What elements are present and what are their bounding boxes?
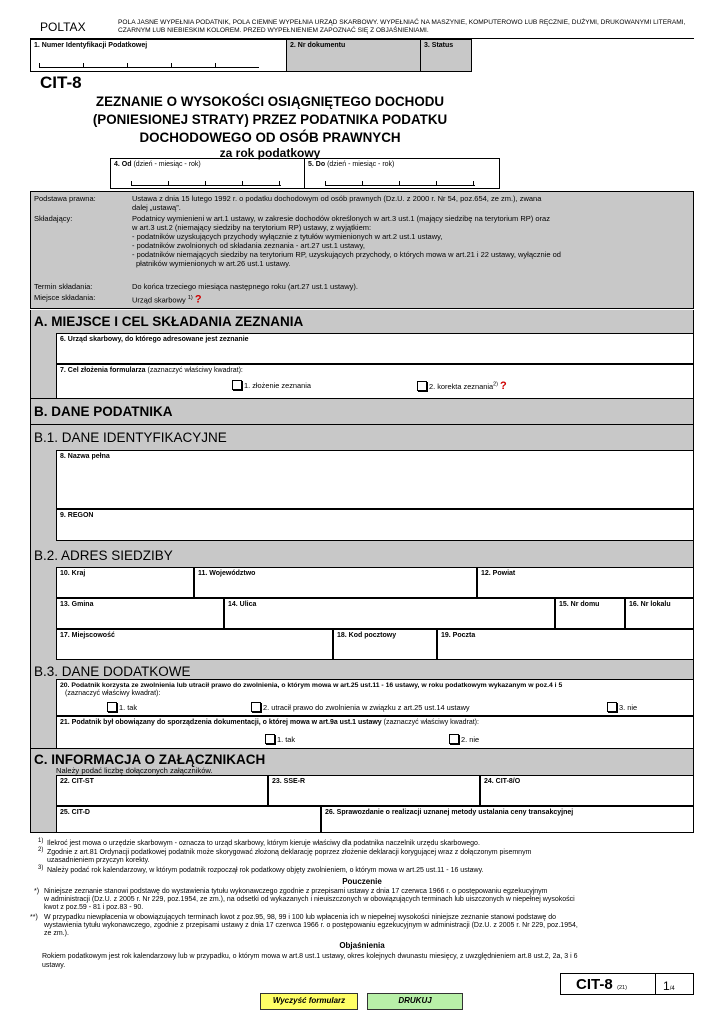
documentation-option-2[interactable] — [449, 734, 479, 744]
pouczenie-1-line-2: w administracji (Dz.U. z 2005 r. Nr 229, poz.1954, ze zm.), na odsetki od wykazanych i nieuiszczonych w obowiązujących terminach lub uiszczonych w niepełnej wysokości — [44, 896, 575, 903]
regon-field[interactable] — [56, 509, 694, 541]
deadline-label: Termin składania: — [34, 282, 93, 291]
section-b1-title: B.1. DANE IDENTYFIKACYJNE — [34, 430, 227, 445]
post-office-field[interactable] — [437, 629, 694, 660]
section-b2-title: B.2. ADRES SIEDZIBY — [34, 548, 173, 563]
objasnienia-heading: Objaśnienia — [339, 941, 385, 950]
documentation-option-2-label: 2. nie — [461, 735, 480, 744]
legal-basis-label: Podstawa prawna: — [34, 194, 96, 203]
apartment-number-field[interactable] — [625, 598, 694, 629]
cit-d-field[interactable] — [56, 806, 321, 833]
document-number-field — [287, 40, 421, 71]
purpose-option-1-label: 1. złożenie zeznania — [244, 381, 311, 390]
from-label: 4. Od — [114, 161, 132, 168]
from-date-boxes — [131, 181, 281, 186]
place-label: Miejsce składania: — [34, 293, 96, 302]
cit-8o-field[interactable] — [480, 775, 694, 806]
help-icon[interactable]: ? — [194, 293, 202, 306]
fill-instructions: POLA JASNE WYPEŁNIA PODATNIK, POLA CIEMNE WYPEŁNIA URZĄD SKARBOWY. WYPEŁNIAĆ NA MASZYNIE, KOMPUTEROWO LUB RĘCZNIE, DUŻYMI, DRUKOWANYMI LITERAMI, CZARNYM LUB NIEBIESKIM KOLOREM. PRZED WYPEŁNIENIEM ZAPOZNAĆ SIĘ Z OBJAŚNIENIAMI. — [118, 19, 686, 34]
filer-text-6: płatników wymienionych w art.26 ust.1 ustawy. — [136, 259, 291, 268]
to-date-boxes — [325, 181, 475, 186]
place-footnote-ref: 1) — [187, 295, 193, 301]
cit-st-field[interactable] — [56, 775, 268, 806]
pouczenie-1-line-3: kwot z poz.59 - 81 i poz.83 - 90. — [44, 904, 144, 911]
page-count: /4 — [669, 986, 675, 992]
status-field — [421, 40, 471, 71]
filer-label: Składający: — [34, 214, 73, 223]
period-from-field[interactable] — [111, 159, 305, 188]
page-number: 1 — [663, 979, 670, 993]
district-label: 12. Powiat — [481, 570, 516, 577]
exemption-field — [56, 679, 694, 716]
exemption-label: 20. Podatnik korzysta ze zwolnienia lub utracił prawo do zwolnienia, o którym mowa w art.25 ust.11 - 16 ustawy, w roku podatkowym wykazanym w poz.4 i 5 — [60, 682, 563, 689]
municipality-label: 13. Gmina — [60, 601, 94, 608]
cit-st-label: 22. CIT-ST — [60, 778, 94, 785]
tax-office-label: 6. Urząd skarbowy, do którego adresowane jest zeznanie — [60, 336, 249, 343]
nip-label: 1. Numer Identyfikacji Podatkowej — [34, 42, 148, 49]
documentation-option-1[interactable] — [265, 734, 295, 744]
section-a-title: A. MIEJSCE I CEL SKŁADANIA ZEZNANIA — [34, 314, 304, 329]
purpose-option-1-checkbox[interactable] — [232, 380, 242, 390]
form-purpose-field — [56, 364, 694, 399]
place-value: Urząd skarbowy — [132, 295, 186, 305]
street-label: 14. Ulica — [228, 601, 257, 608]
cit-8o-label: 24. CIT-8/O — [484, 778, 521, 785]
title-line-4: za rok podatkowy — [219, 146, 321, 160]
city-field[interactable] — [56, 629, 333, 660]
pouczenie-2-marker: **) — [30, 914, 38, 921]
help-icon[interactable]: ? — [500, 380, 507, 392]
documentation-option-2-checkbox[interactable] — [449, 734, 459, 744]
purpose-option-2-label: 2. korekta zeznania — [429, 382, 494, 391]
purpose-option-1[interactable] — [232, 380, 311, 390]
exemption-option-1[interactable] — [107, 702, 137, 712]
section-b-title: B. DANE PODATNIKA — [34, 404, 173, 419]
footnote-2-line-2: uzasadnieniem przyczyn korekty. — [47, 857, 150, 864]
clear-form-button[interactable]: Wyczyść formularz — [260, 993, 358, 1010]
documentation-label: 21. Podatnik był obowiązany do sporządzenia dokumentacji, o której mowa w art.9a ust.1 ustawy — [60, 719, 382, 726]
nip-field[interactable] — [31, 40, 287, 71]
exemption-option-2-label: 2. utracił prawo do zwolnienia w związku z art.25 ust.14 ustawy — [263, 703, 470, 712]
apartment-number-label: 16. Nr lokalu — [629, 601, 671, 608]
pouczenie-2-line-2: wystawienia tytułu wykonawczego, zgodnie z przepisami ustawy z dnia 17 czerwca 1966 r. o postępowaniu egzekucyjnym w administracji (Dz.U. z 2005 r. Nr 229, poz.1954, — [44, 922, 578, 929]
form-purpose-hint: (zaznaczyć właściwy kwadrat): — [147, 367, 243, 374]
country-label: 10. Kraj — [60, 570, 86, 577]
exemption-option-1-checkbox[interactable] — [107, 702, 117, 712]
objasnienia-line-1: Rokiem podatkowym jest rok kalendarzowy lub w przypadku, o którym mowa w art.8 ust.1 ustawy, okres kolejnych dwunastu miesięcy, z uwzględnieniem art.8 ust.2, 2a, 3 i 6 — [42, 953, 578, 960]
documentation-hint: (zaznaczyć właściwy kwadrat): — [383, 719, 479, 726]
voivodeship-label: 11. Województwo — [198, 570, 256, 577]
tax-office-field[interactable] — [56, 333, 694, 364]
print-button[interactable]: DRUKUJ — [367, 993, 463, 1010]
to-label: 5. Do — [308, 161, 326, 168]
title-line-2: (PONIESIONEJ STRATY) PRZEZ PODATNIKA PODATKU — [92, 112, 448, 127]
transfer-pricing-report-field[interactable] — [321, 806, 694, 833]
footnote-2-line-1: Zgodnie z art.81 Ordynacji podatkowej podatnik może skorygować złożoną deklarację poprzez złożenie deklaracji korygującej wraz z dołączonym pisemnym — [47, 849, 532, 856]
exemption-option-3-label: 3. nie — [619, 703, 638, 712]
pouczenie-heading: Pouczenie — [342, 877, 382, 886]
page-indicator — [663, 977, 675, 995]
footnote-1-number: 1) — [38, 838, 44, 844]
from-hint: (dzień - miesiąc - rok) — [133, 161, 201, 168]
form-purpose-label: 7. Cel złożenia formularza — [60, 367, 146, 374]
documentation-option-1-label: 1. tak — [277, 735, 296, 744]
post-office-label: 19. Poczta — [441, 632, 476, 639]
filer-text-3: - podatników uzyskujących przychody wyłącznie z tytułów wymienionych w art.2 ust.1 ustawy, — [132, 232, 443, 241]
regon-label: 9. REGON — [60, 512, 94, 519]
period-to-field[interactable] — [305, 159, 499, 188]
footnote-1: Ilekroć jest mowa o urzędzie skarbowym - oznacza to urząd skarbowy, którym kieruje właściwy dla podatnika naczelnik urzędu skarbowego. — [47, 840, 480, 847]
transfer-pricing-report-label: 26. Sprawozdanie o realizacji uznanej metody ustalania ceny transakcyjnej — [325, 809, 574, 816]
form-code: CIT-8 — [40, 73, 82, 92]
documentation-option-1-checkbox[interactable] — [265, 734, 275, 744]
district-field[interactable] — [477, 567, 694, 598]
legal-basis-text-1: Ustawa z dnia 15 lutego 1992 r. o podatku dochodowym od osób prawnych (Dz.U. z 2000 r. Nr 54, poz.654, ze zm.), zwana — [132, 194, 542, 203]
section-c-subtitle: Należy podać liczbę dołączonych załączników. — [56, 766, 213, 775]
full-name-label: 8. Nazwa pełna — [60, 453, 110, 460]
voivodeship-field[interactable] — [194, 567, 477, 598]
filer-text-4: - podatników zwolnionych od składania zeznania - art.27 ust.1 ustawy, — [132, 241, 365, 250]
footer-form-code — [576, 976, 627, 994]
street-field[interactable] — [224, 598, 555, 629]
documentation-field — [56, 716, 694, 749]
poltax-label: POLTAX — [40, 20, 86, 34]
pouczenie-2-line-1: W przypadku niewpłacenia w obowiązujących terminach kwot z poz.95, 98, 99 i 100 lub wpłacenia ich w niepełnej wysokości niniejsze zeznanie stanowi podstawę do — [44, 914, 557, 921]
exemption-option-3-checkbox[interactable] — [607, 702, 617, 712]
form-title — [80, 93, 460, 160]
tax-year-period — [110, 158, 500, 189]
filer-text-5: - podatników niemających siedziby na terytorium RP, uzyskujących przychody, o których mowa w art.21 i 22 ustawy, wyłącznie od — [132, 250, 561, 259]
purpose-option-2-checkbox[interactable] — [417, 381, 427, 391]
postal-code-label: 18. Kod pocztowy — [337, 632, 397, 639]
country-field[interactable] — [56, 567, 194, 598]
exemption-option-1-label: 1. tak — [119, 703, 138, 712]
pouczenie-1-line-1: Niniejsze zeznanie stanowi podstawę do wystawienia tytułu wykonawczego zgodnie z przepisami ustawy z dnia 17 czerwca 1966 r. o postępowaniu egzekucyjnym — [44, 888, 548, 895]
document-number-label: 2. Nr dokumentu — [290, 42, 346, 49]
exemption-option-2[interactable] — [251, 702, 470, 712]
deadline-text: Do końca trzeciego miesiąca następnego roku (art.27 ust.1 ustawy). — [132, 282, 358, 291]
footnote-2-number: 2) — [38, 847, 44, 853]
purpose-option-2-footnote: 2) — [493, 381, 498, 388]
footnote-3: Należy podać rok kalendarzowy, w którym podatnik rozpoczął rok podatkowy objęty zwolnieniem, o którym mowa w art.25 ust.11 - 16 ustawy. — [47, 867, 484, 874]
filer-text-2: w art.3 ust.2 (niemający siedziby na terytorium RP) ustawy, z wyjątkiem: — [132, 223, 372, 232]
objasnienia-line-2: ustawy. — [42, 962, 66, 969]
postal-code-field[interactable] — [333, 629, 437, 660]
status-label: 3. Status — [424, 42, 454, 49]
nip-boxes — [39, 63, 259, 68]
legal-basis-text-2: dalej „ustawą”. — [132, 203, 181, 212]
title-line-3: DOCHODOWEGO OD OSÓB PRAWNYCH — [139, 130, 401, 145]
house-number-field[interactable] — [555, 598, 625, 629]
city-label: 17. Miejscowość — [60, 632, 115, 639]
full-name-field[interactable] — [56, 450, 694, 509]
purpose-option-2[interactable] — [417, 380, 507, 392]
section-b3-title: B.3. DANE DODATKOWE — [34, 664, 191, 679]
filer-text-1: Podatnicy wymienieni w art.1 ustawy, w zakresie dochodów określonych w art.3 ust.1 (mający siedzibę na terytorium RP) oraz — [132, 214, 550, 223]
to-hint: (dzień - miesiąc - rok) — [327, 161, 395, 168]
footer-code: CIT-8 — [576, 976, 613, 993]
footer-page-divider — [655, 974, 656, 994]
exemption-hint: (zaznaczyć właściwy kwadrat): — [65, 690, 161, 697]
header-fields-block — [30, 39, 472, 72]
exemption-option-3[interactable] — [607, 702, 637, 712]
page-footer-box — [560, 973, 694, 995]
section-c-title: C. INFORMACJA O ZAŁĄCZNIKACH — [34, 752, 266, 767]
pouczenie-1-marker: *) — [34, 888, 40, 895]
title-line-1: ZEZNANIE O WYSOKOŚCI OSIĄGNIĘTEGO DOCHODU — [95, 94, 445, 109]
sse-r-label: 23. SSE-R — [272, 778, 306, 785]
footnote-3-number: 3) — [38, 865, 44, 871]
section-b-divider — [30, 424, 694, 425]
cit-d-label: 25. CIT-D — [60, 809, 90, 816]
municipality-field[interactable] — [56, 598, 224, 629]
house-number-label: 15. Nr domu — [559, 601, 600, 608]
pouczenie-2-line-3: ze zm.). — [44, 930, 69, 937]
exemption-option-2-checkbox[interactable] — [251, 702, 261, 712]
footer-version: (21) — [617, 985, 627, 991]
place-text — [132, 294, 202, 305]
sse-r-field[interactable] — [268, 775, 480, 806]
